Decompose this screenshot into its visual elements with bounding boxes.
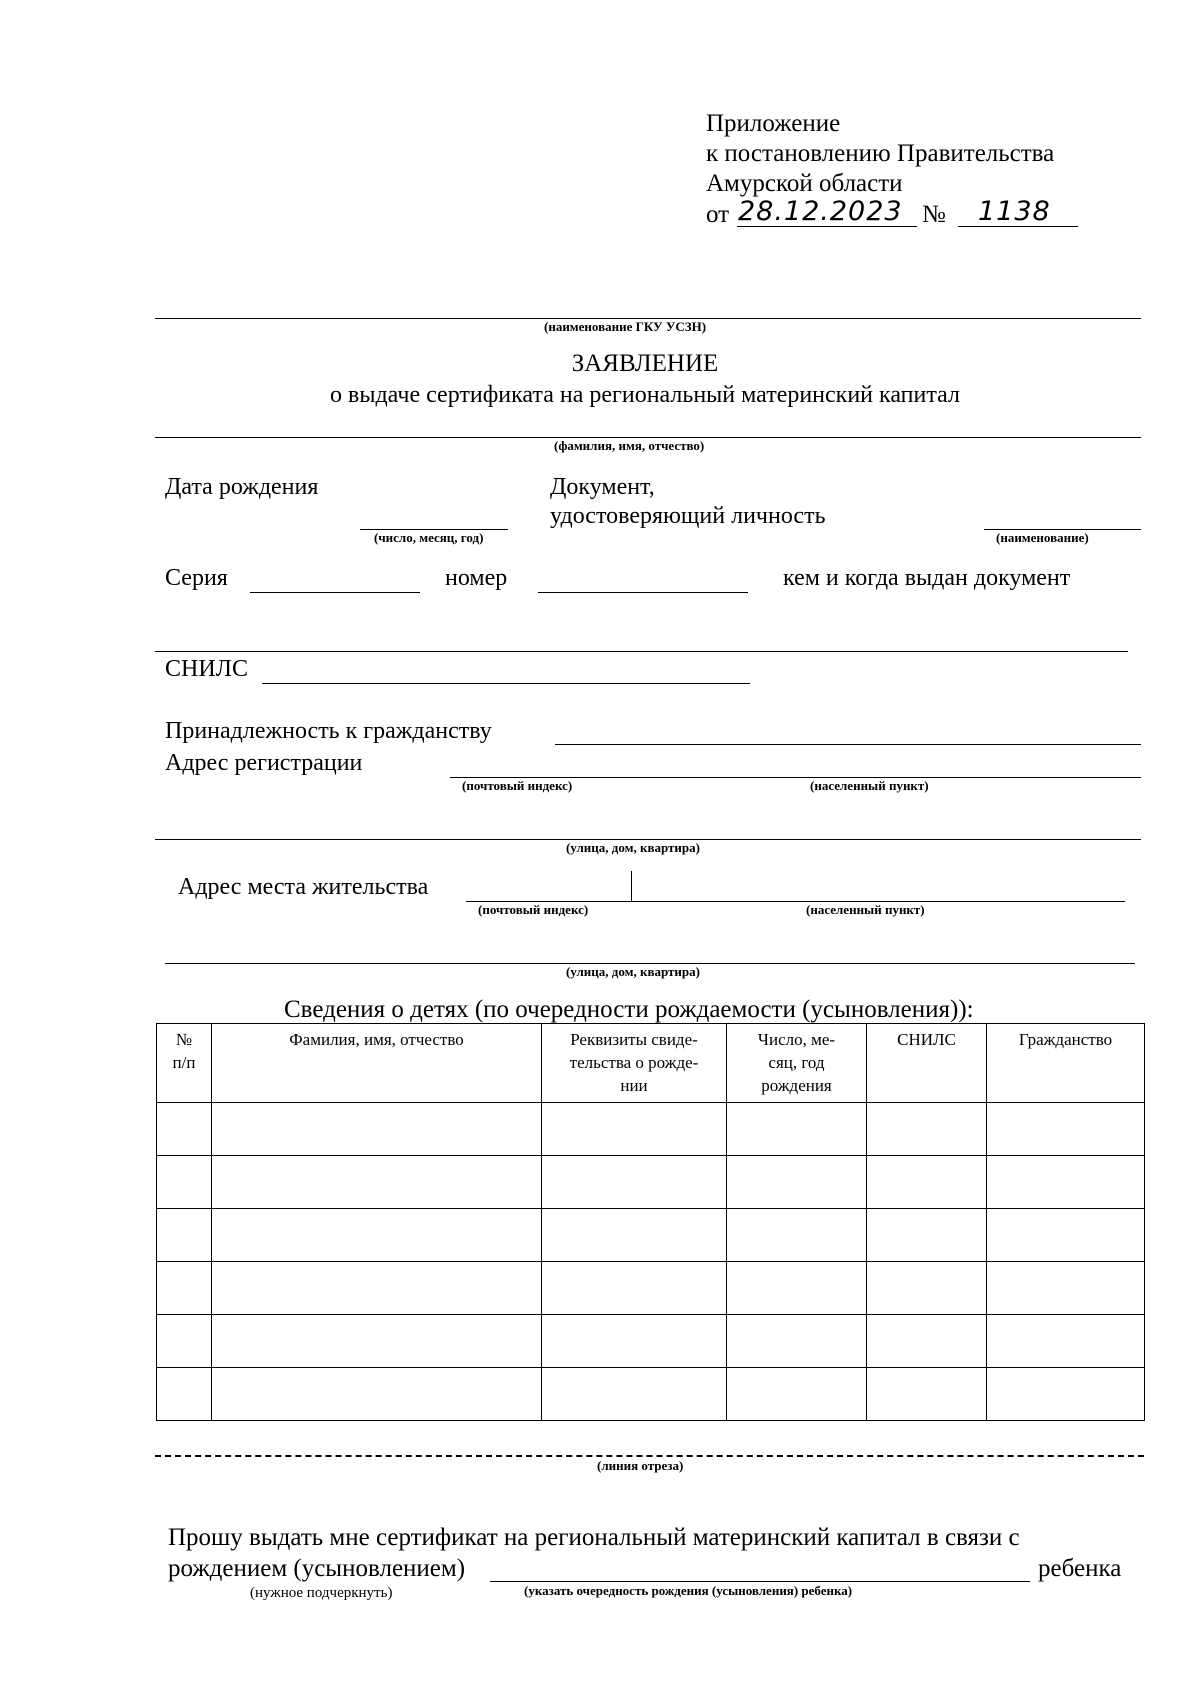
request-line-2-end: ребенка: [1038, 1555, 1122, 1582]
table-cell[interactable]: [987, 1209, 1145, 1262]
table-cell[interactable]: [727, 1103, 867, 1156]
table-cell[interactable]: [157, 1262, 212, 1315]
appendix-line-2: к постановлению Правительства: [706, 140, 1055, 167]
citizenship-label: Принадлежность к гражданству: [165, 718, 492, 744]
table-cell[interactable]: [212, 1103, 542, 1156]
table-cell[interactable]: [157, 1368, 212, 1421]
appendix-number-label: №: [922, 201, 946, 228]
table-cell[interactable]: [157, 1315, 212, 1368]
table-cell[interactable]: [727, 1156, 867, 1209]
child-order-caption: (указать очередность рождения (усыновления) ребенка): [524, 1583, 853, 1598]
table-cell[interactable]: [867, 1262, 987, 1315]
table-row: [157, 1262, 1145, 1315]
reg-locality-caption: (населенный пункт): [810, 778, 929, 793]
fio-caption: (фамилия, имя, отчество): [554, 438, 705, 453]
underline-hint-caption: (нужное подчеркнуть): [250, 1585, 393, 1601]
children-table: [156, 1023, 1145, 1421]
reg-postal-caption: (почтовый индекс): [462, 778, 573, 793]
table-cell[interactable]: [542, 1315, 727, 1368]
table-cell[interactable]: [867, 1103, 987, 1156]
table-cell[interactable]: [157, 1103, 212, 1156]
residence-divider: [631, 871, 632, 901]
table-cell[interactable]: [727, 1262, 867, 1315]
col-date-line-3: рождения: [761, 1076, 832, 1095]
col-fio: Фамилия, имя, отчество: [212, 1024, 542, 1103]
birth-date-caption: (число, месяц, год): [374, 530, 484, 545]
table-row: [157, 1368, 1145, 1421]
reg-address-label: Адрес регистрации: [165, 750, 363, 776]
residence-street-caption: (улица, дом, квартира): [566, 964, 700, 979]
series-label: Серия: [165, 565, 228, 591]
identity-doc-label-2: удостоверяющий личность: [550, 503, 826, 529]
table-cell[interactable]: [987, 1315, 1145, 1368]
children-table-header: [157, 1024, 1145, 1103]
identity-doc-label-1: Документ,: [550, 474, 655, 500]
col-birth-date: [727, 1024, 867, 1103]
table-cell[interactable]: [542, 1156, 727, 1209]
resolution-date: 28.12.2023: [738, 196, 903, 227]
col-cert-line-1: Реквизиты свиде-: [570, 1030, 698, 1049]
snils-line: [262, 683, 750, 684]
org-name-caption: (наименование ГКУ УСЗН): [544, 319, 707, 334]
residence-locality-caption: (населенный пункт): [806, 902, 925, 917]
citizenship-line: [555, 744, 1141, 745]
issued-label: кем и когда выдан документ: [783, 565, 1071, 591]
table-cell[interactable]: [867, 1315, 987, 1368]
table-cell[interactable]: [867, 1368, 987, 1421]
identity-doc-caption: (наименование): [996, 530, 1089, 545]
issued-line: [155, 651, 1128, 652]
col-number-line-2: п/п: [172, 1053, 196, 1072]
col-date-line-1: Число, ме-: [757, 1030, 836, 1049]
table-cell[interactable]: [212, 1315, 542, 1368]
col-citizenship: Гражданство: [987, 1024, 1145, 1103]
table-cell[interactable]: [727, 1315, 867, 1368]
table-cell[interactable]: [542, 1209, 727, 1262]
resolution-number: 1138: [978, 196, 1051, 227]
table-cell[interactable]: [157, 1156, 212, 1209]
col-number-line-1: №: [175, 1030, 193, 1049]
appendix-from-label: от: [706, 201, 730, 228]
request-line-2-start: рождением (усыновлением): [168, 1555, 466, 1582]
col-snils: СНИЛС: [867, 1024, 987, 1103]
table-row: [157, 1209, 1145, 1262]
appendix-line-1: Приложение: [706, 110, 841, 137]
residence-address-label: Адрес места жительства: [178, 874, 429, 900]
series-line: [250, 592, 420, 593]
table-cell[interactable]: [727, 1368, 867, 1421]
table-cell[interactable]: [212, 1156, 542, 1209]
col-birth-certificate: [542, 1024, 727, 1103]
child-order-line: [490, 1581, 1030, 1582]
residence-postal-caption: (почтовый индекс): [478, 902, 589, 917]
table-cell[interactable]: [867, 1156, 987, 1209]
table-cell[interactable]: [542, 1103, 727, 1156]
col-date-line-2: сяц, год: [768, 1053, 825, 1072]
number-line: [538, 592, 748, 593]
table-cell[interactable]: [542, 1368, 727, 1421]
table-cell[interactable]: [727, 1209, 867, 1262]
table-row: [157, 1156, 1145, 1209]
table-cell[interactable]: [212, 1368, 542, 1421]
table-cell[interactable]: [212, 1209, 542, 1262]
children-table-body: [157, 1103, 1145, 1421]
table-cell[interactable]: [987, 1156, 1145, 1209]
table-row: [157, 1103, 1145, 1156]
table-row: [157, 1315, 1145, 1368]
table-cell[interactable]: [867, 1209, 987, 1262]
form-title: ЗАЯВЛЕНИЕ: [571, 350, 719, 377]
table-cell[interactable]: [542, 1262, 727, 1315]
reg-street-caption: (улица, дом, квартира): [566, 840, 700, 855]
table-cell[interactable]: [157, 1209, 212, 1262]
number-label: номер: [445, 565, 508, 591]
table-cell[interactable]: [212, 1262, 542, 1315]
date-underline: [737, 226, 917, 227]
children-heading: Сведения о детях (по очередности рождаемости (усыновления)):: [284, 996, 974, 1023]
cut-line-caption: (линия отреза): [597, 1458, 684, 1473]
appendix-line-3: Амурской области: [706, 170, 903, 197]
cut-line: [155, 1455, 1144, 1457]
table-cell[interactable]: [987, 1103, 1145, 1156]
snils-label: СНИЛС: [165, 656, 248, 682]
table-cell[interactable]: [987, 1262, 1145, 1315]
birth-date-label: Дата рождения: [165, 474, 319, 500]
number-underline: [958, 226, 1078, 227]
table-cell[interactable]: [987, 1368, 1145, 1421]
col-cert-line-3: нии: [620, 1076, 648, 1095]
request-line-1: Прошу выдать мне сертификат на региональный материнский капитал в связи с: [168, 1524, 1020, 1551]
col-cert-line-2: тельства о рожде-: [569, 1053, 699, 1072]
col-number: [157, 1024, 212, 1103]
form-subtitle: о выдаче сертификата на региональный материнский капитал: [330, 382, 960, 408]
